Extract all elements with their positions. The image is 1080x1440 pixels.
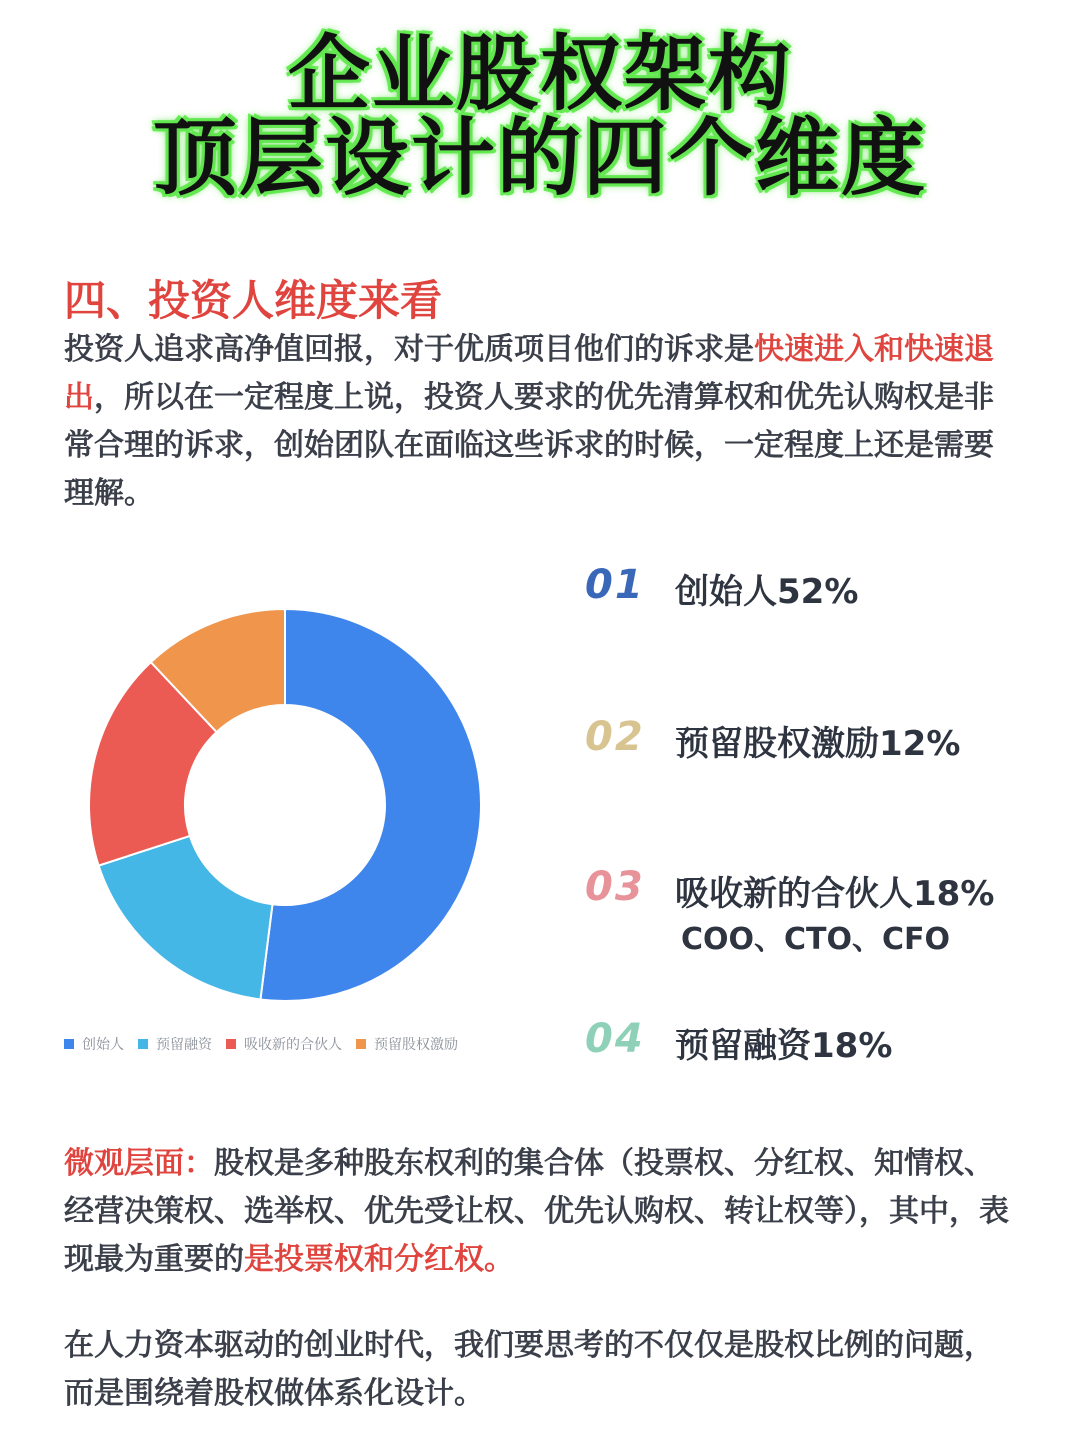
stat-number: 04: [585, 1016, 645, 1062]
legend-item: [138, 1034, 212, 1054]
legend-swatch: [226, 1039, 236, 1049]
investor-intro-paragraph: [64, 326, 1014, 518]
closing-paragraph: 在人力资本驱动的创业时代，我们要思考的不仅仅是股权比例的问题，而是围绕着股权做体系化设计。: [64, 1328, 994, 1411]
legend-label: 创始人: [82, 1037, 124, 1053]
legend-label: 预留融资: [156, 1037, 212, 1053]
stat-label: 预留融资18%: [675, 1026, 893, 1066]
legend-item: [356, 1034, 458, 1054]
chart-legend: [64, 1032, 458, 1056]
stat-sublabel: COO、CTO、CFO: [681, 922, 951, 957]
legend-swatch: [356, 1039, 366, 1049]
micro-paragraph: [64, 1140, 1014, 1284]
micro-body: 股权是多种股东权利的集合体（投票权、分红权、知情权、经营决策权、选举权、优先受让权、优先认购权、转让权等），其中，表现最为重要的: [64, 1146, 1009, 1277]
section-heading: 四、投资人维度来看: [64, 276, 443, 325]
stat-label: 预留股权激励12%: [675, 724, 961, 764]
legend-swatch: [138, 1039, 148, 1049]
legend-label: 预留股权激励: [374, 1037, 458, 1053]
micro-highlight: 是投票权和分红权。: [244, 1242, 514, 1277]
legend-item: [64, 1034, 124, 1054]
intro-text-1: 投资人追求高净值回报，对于优质项目他们的诉求是: [64, 332, 754, 367]
equity-donut-chart: [80, 600, 490, 1010]
content-card: [40, 240, 1040, 1430]
stat-label: 创始人52%: [675, 572, 859, 612]
page-title-line2: 顶层设计的四个维度: [152, 109, 927, 207]
intro-text-2: ，所以在一定程度上说，投资人要求的优先清算权和优先认购权是非常合理的诉求，创始团队在面临这些诉求的时候，一定程度上还是需要理解。: [64, 380, 994, 511]
intro-highlight: 快速进入和快速退出: [64, 332, 994, 415]
stat-number: 01: [585, 562, 645, 608]
page-title-line1: 企业股权架构: [287, 27, 792, 122]
donut-slice-1: [260, 609, 481, 1001]
stat-label: 吸收新的合伙人18%: [675, 874, 995, 914]
legend-swatch: [64, 1039, 74, 1049]
stat-number: 03: [585, 864, 645, 910]
legend-label: 吸收新的合伙人: [244, 1037, 342, 1053]
micro-lead: 微观层面：: [64, 1146, 214, 1181]
donut-slice-2: [99, 836, 273, 1000]
legend-item: [226, 1034, 342, 1054]
stat-number: 02: [585, 714, 645, 760]
